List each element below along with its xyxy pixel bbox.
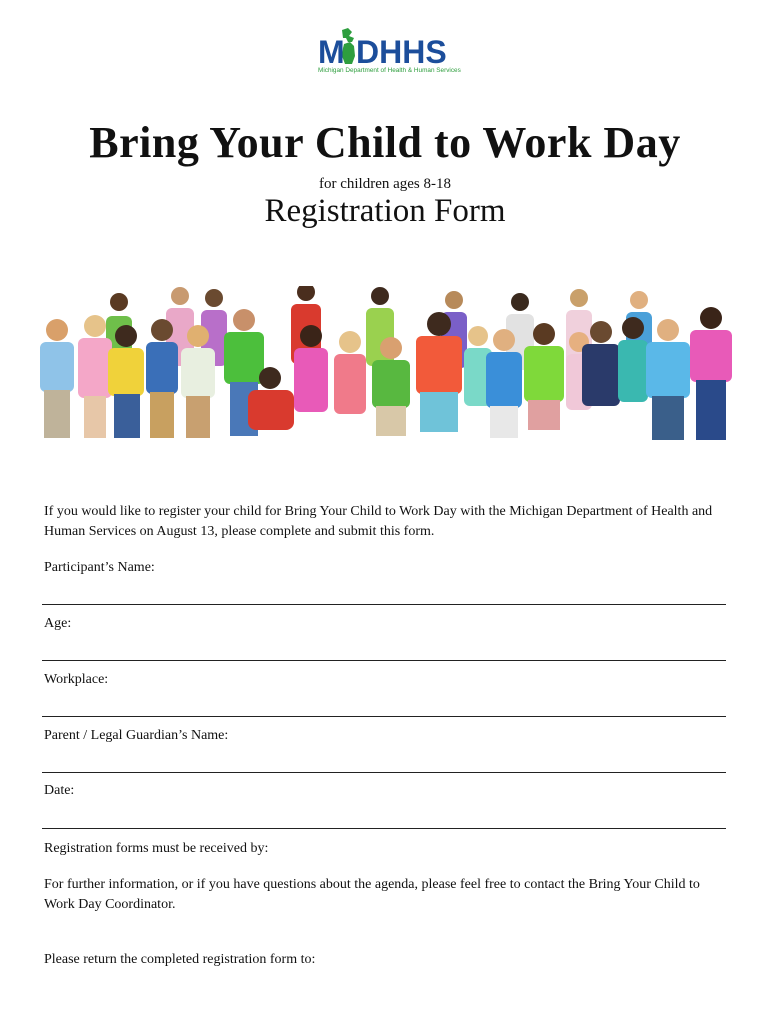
workplace-label: Workplace: [44,672,109,687]
logo-letter-m: M [318,34,345,68]
workplace-field[interactable] [42,716,726,717]
age-field[interactable] [42,660,726,661]
age-label: Age: [44,616,72,631]
mdhhs-logo [318,26,460,78]
date-field[interactable] [42,828,726,829]
logo-letters-dhhs: DHHS [356,34,447,68]
participant-name-field[interactable] [42,604,726,605]
page-title: Bring Your Child to Work Day [89,118,681,167]
participant-name-label: Participant’s Name: [44,560,155,575]
deadline-text: Registration forms must be received by: [44,841,269,856]
michigan-map-icon [318,26,460,68]
form-title: Registration Form [264,193,506,229]
guardian-name-field[interactable] [42,772,726,773]
page-subtitle: for children ages 8-18 [318,176,452,192]
return-instructions: Please return the completed registration form to: [44,952,316,967]
group-of-children-photo [36,286,736,464]
info-paragraph: For further information, or if you have questions about the agenda, please feel free to contact the Bring Your Child to Work Day Coordinator. [44,877,700,912]
intro-paragraph: If you would like to register your child for Bring Your Child to Work Day with the Michigan Department of Health and Human Services on August 13, please complete and submit this form. [44,504,713,539]
date-label: Date: [44,783,75,798]
logo-tagline: Michigan Department of Health & Human Services [318,67,461,74]
guardian-name-label: Parent / Legal Guardian’s Name: [44,728,229,743]
